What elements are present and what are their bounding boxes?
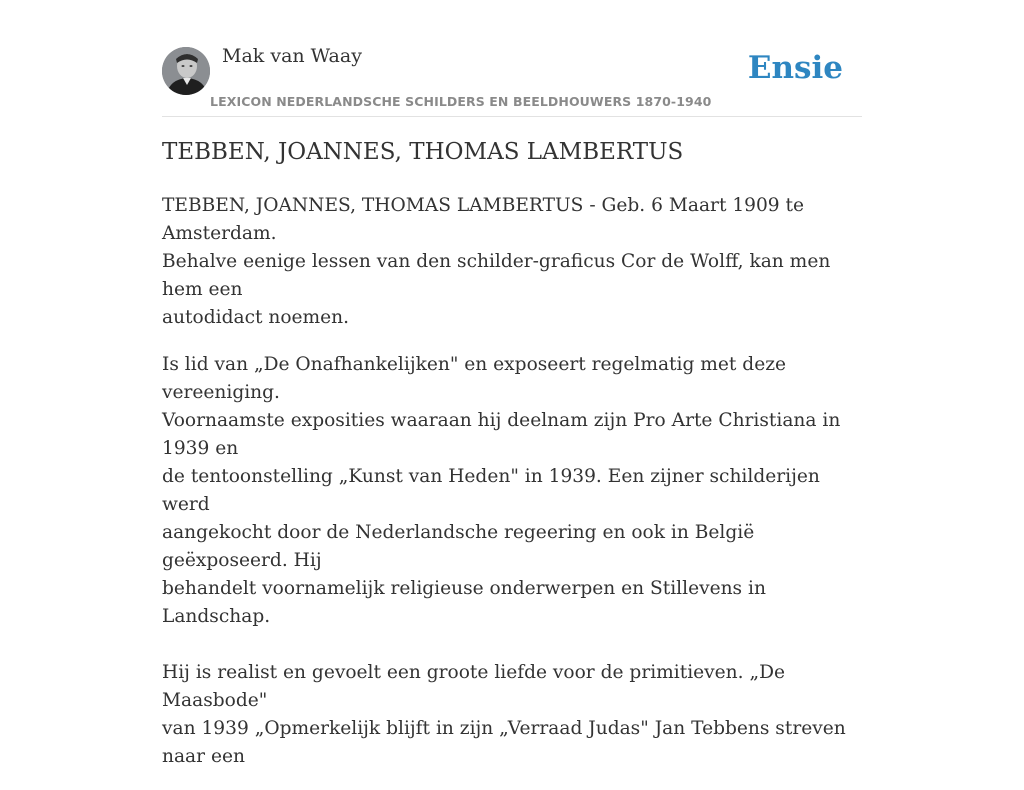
paragraph: Is lid van „De Onafhankelijken" en exposeert regelmatig met deze vereeniging. Voornaamste exposities waaraan hij deelnam zijn Pro Arte Christiana in 1939 en de tentoonstelling „Kunst van Heden" in 1939. Een zijner schilderijen werd aangekocht door de Nederlandsche regeering en ook in België geëxposeerd. Hij behandelt voornamelijk religieuse onderwerpen en Stillevens in Landschap. <box>162 354 841 627</box>
author-header <box>162 0 862 117</box>
article-body <box>162 192 862 790</box>
author-name[interactable]: Mak van Waay <box>222 45 362 67</box>
paragraph: Hij is realist en gevoelt een groote liefde voor de primitieven. „De Maasbode" van 1939 „Opmerkelijk blijft in zijn „Verraad Judas" Jan Tebbens streven naar een <box>162 662 846 767</box>
article-page <box>162 0 862 767</box>
portrait-avatar-icon <box>162 47 210 95</box>
ensie-logo[interactable]: Ensie <box>747 50 843 86</box>
page-title: TEBBEN, JOANNES, THOMAS LAMBERTUS <box>162 139 684 165</box>
avatar[interactable] <box>162 47 210 95</box>
source-title[interactable]: LEXICON NEDERLANDSCHE SCHILDERS EN BEELDHOUWERS 1870-1940 <box>210 94 712 109</box>
paragraph: TEBBEN, JOANNES, THOMAS LAMBERTUS - Geb. 6 Maart 1909 te Amsterdam. Behalve eenige lessen van den schilder-graficus Cor de Wolff, kan men hem een autodidact noemen. <box>162 195 831 328</box>
